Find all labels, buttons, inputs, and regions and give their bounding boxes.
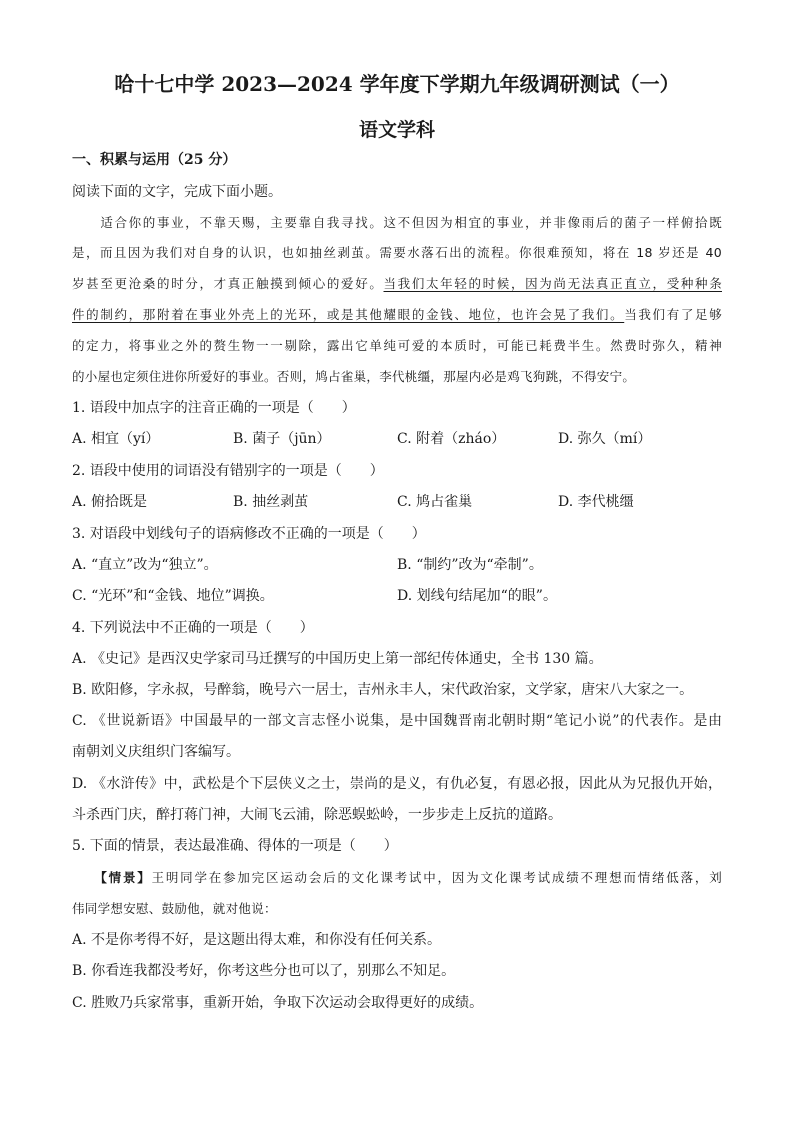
passage-line-6: 的小屋也定须住进你所爱好的事业。否则，鸠占雀巢，李代桃缰，那屋内必是鸡飞狗跳，不得安宁。 [72, 369, 636, 384]
section-heading: 一、积累与运用（25 分） [72, 152, 237, 168]
passage-text: 当我们有了足够 [624, 307, 722, 322]
q5-scene-cont: 伟同学想安慰、鼓励他，就对他说： [72, 901, 277, 916]
q4-option-d-cont: 斗杀西门庆，醉打蒋门神，大闹飞云浦，除恶蜈蚣岭，一步步走上反抗的道路。 [72, 807, 562, 823]
passage-text: 岁甚至更沧桑的时分，才真正触摸到倾心的爱好。 [72, 276, 384, 291]
question-4-stem: 4. 下列说法中不正确的一项是（ ） [72, 620, 314, 636]
q5-option-b: B. 你看连我都没考好，你考这些分也可以了，别那么不知足。 [72, 963, 456, 979]
section-instruction: 阅读下面的文字，完成下面小题。 [72, 184, 282, 200]
underlined-sentence: 件的制约，那附着在事业外壳上的光环，或是其他耀眼的金钱、地位，也许会晃了我们。 [72, 307, 625, 322]
q1-option-d: D. 弥久（mí） [558, 431, 652, 447]
q3-option-b: B. “制约”改为“牵制”。 [397, 557, 543, 573]
q2-option-c: C. 鸠占雀巢 [397, 494, 473, 510]
q5-scene [72, 868, 722, 888]
question-2-stem: 2. 语段中使用的词语没有错别字的一项是（ ） [72, 463, 384, 479]
question-1-stem: 1. 语段中加点字的注音正确的一项是（ ） [72, 400, 356, 416]
subject-title: 语文学科 [358, 119, 435, 141]
q1-option-b: B. 菌子（jūn） [233, 431, 331, 447]
q1-option-c: C. 附着（zháo） [397, 431, 506, 447]
exam-title: 哈十七中学 2023—2024 学年度下学期九年级调研测试（一） [114, 72, 680, 96]
q2-option-a: A. 俯拾既是 [72, 494, 148, 510]
q4-option-a: A. 《史记》是西汉史学家司马迁撰写的中国历史上第一部纪传体通史，全书 130 篇。 [72, 651, 603, 667]
q4-option-b: B. 欧阳修，字永叔，号醉翁，晚号六一居士，吉州永丰人，宋代政治家，文学家，唐宋八大家之一。 [72, 682, 694, 698]
passage-line-5: 的定力，将事业之外的赘生物一一剔除，露出它单纯可爱的本质时，可能已耗费半生。然费时弥久，精神 [72, 338, 722, 353]
q2-option-d: D. 李代桃缰 [558, 494, 634, 510]
question-5-stem: 5. 下面的情景，表达最准确、得体的一项是（ ） [72, 838, 398, 854]
question-3-stem: 3. 对语段中划线句子的语病修改不正确的一项是（ ） [72, 526, 426, 542]
passage-line-2: 是，而且因为我们对自身的认识，也如抽丝剥茧。需要水落石出的流程。你很难预知，将在 18 岁还是 40 [72, 245, 722, 260]
q5-option-a: A. 不是你考得不好，是这题出得太难，和你没有任何关系。 [72, 932, 442, 948]
scene-text: 王明同学在参加完区运动会后的文化课考试中，因为文化课考试成绩不理想而情绪低落，刘 [151, 870, 722, 885]
q1-option-a: A. 相宜（yí） [72, 431, 160, 447]
q3-option-c: C. “光环”和“金钱、地位”调换。 [72, 588, 274, 604]
scene-tag: 【情景】 [100, 870, 152, 885]
q4-option-c: C. 《世说新语》中国最早的一部文言志怪小说集，是中国魏晋南北朝时期“笔记小说”的代表作。是由 [72, 713, 722, 729]
passage-line-4 [72, 305, 722, 325]
passage-line-1: 适合你的事业，不靠天赐，主要靠自我寻找。这不但因为相宜的事业，并非像雨后的菌子一样俯拾既 [72, 215, 722, 230]
q4-option-d: D. 《水浒传》中，武松是个下层侠义之士，崇尚的是义，有仇必复，有恩必报，因此从为兄报仇开始， [72, 776, 722, 792]
passage-line-3 [72, 274, 722, 294]
q4-option-c-cont: 南朝刘义庆组织门客编写。 [72, 744, 240, 760]
q3-option-d: D. 划线句结尾加“的眼”。 [397, 588, 557, 604]
underlined-sentence: 当我们太年轻的时候，因为尚无法真正直立，受种种条 [383, 276, 722, 291]
q3-option-a: A. “直立”改为“独立”。 [72, 557, 218, 573]
q5-option-c: C. 胜败乃兵家常事，重新开始，争取下次运动会取得更好的成绩。 [72, 995, 484, 1011]
q2-option-b: B. 抽丝剥茧 [233, 494, 309, 510]
